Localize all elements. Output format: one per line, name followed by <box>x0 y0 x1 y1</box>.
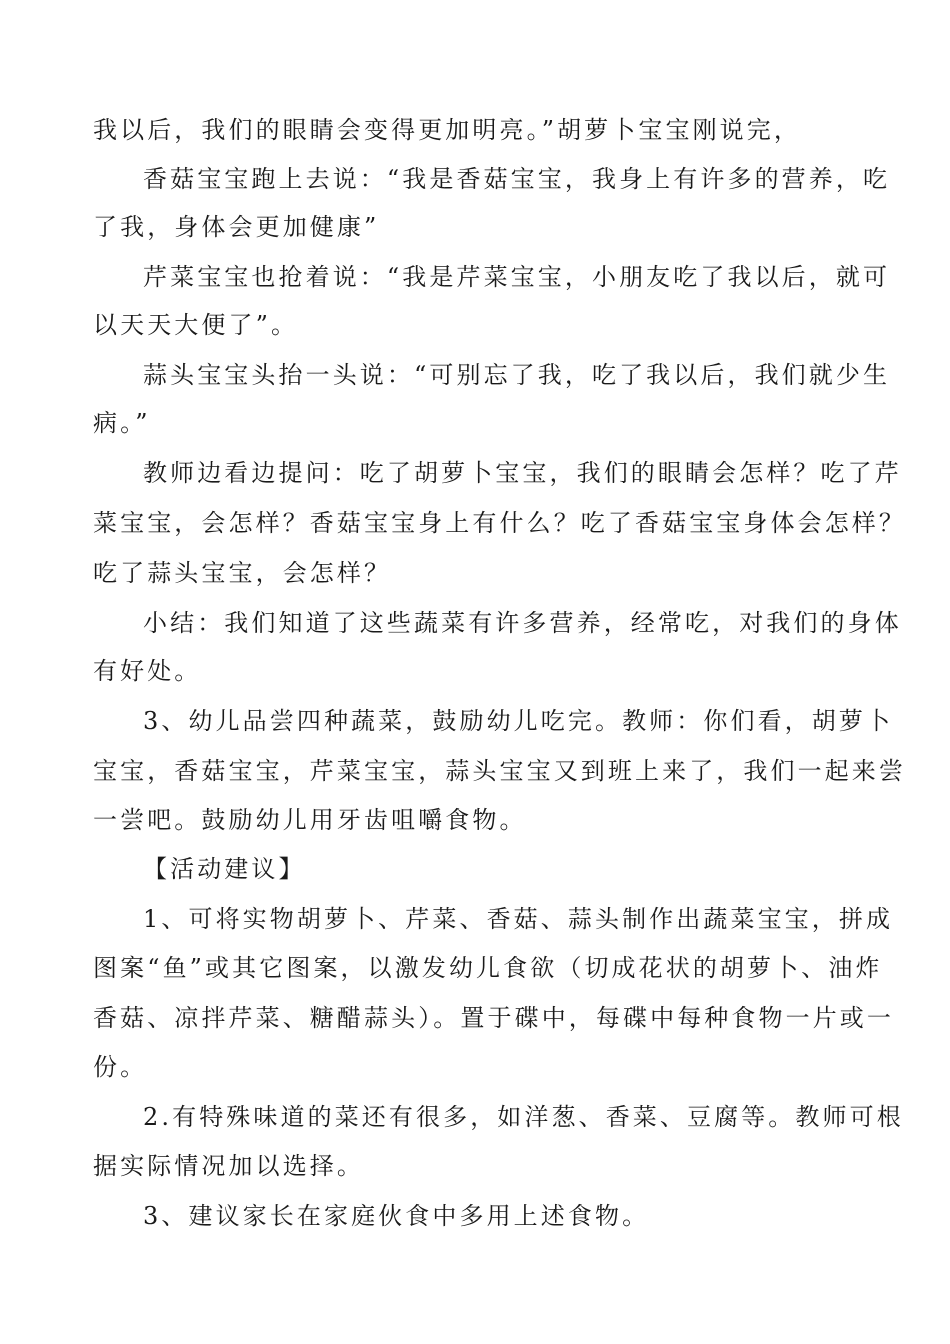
text-line: 以天天大便了”。 <box>93 311 299 339</box>
text-line: 3、建议家长在家庭伙食中多用上述食物。 <box>143 1202 650 1230</box>
text-line: 香菇、凉拌芹菜、糖醋蒜头）。置于碟中，每碟中每种食物一片或一 <box>93 1004 894 1032</box>
text-line: 菜宝宝，会怎样？香菇宝宝身上有什么？吃了香菇宝宝身体会怎样？ <box>93 509 906 537</box>
text-line: 小结：我们知道了这些蔬菜有许多营养，经常吃，对我们的身体 <box>143 609 902 637</box>
section-heading: 【活动建议】 <box>143 855 306 883</box>
text-line: 3、幼儿品尝四种蔬菜，鼓励幼儿吃完。教师：你们看，胡萝卜 <box>143 707 894 735</box>
text-line: 据实际情况加以选择。 <box>93 1152 364 1180</box>
text-line: 2.有特殊味道的菜还有很多，如洋葱、香菜、豆腐等。教师可根 <box>143 1103 904 1131</box>
text-line: 份。 <box>93 1053 148 1081</box>
text-line: 教师边看边提问：吃了胡萝卜宝宝，我们的眼睛会怎样？吃了芹 <box>143 459 902 487</box>
text-line: 宝宝，香菇宝宝，芹菜宝宝，蒜头宝宝又到班上来了，我们一起来尝 <box>93 757 906 785</box>
text-line: 病。” <box>93 409 151 437</box>
text-line: 1、可将实物胡萝卜、芹菜、香菇、蒜头制作出蔬菜宝宝，拼成 <box>143 905 894 933</box>
text-line: 我以后，我们的眼睛会变得更加明亮。”胡萝卜宝宝刚说完， <box>93 116 801 144</box>
text-line: 香菇宝宝跑上去说：“我是香菇宝宝，我身上有许多的营养，吃 <box>143 165 891 193</box>
text-line: 吃了蒜头宝宝，会怎样？ <box>93 559 392 587</box>
text-line: 蒜头宝宝头抬一头说：“可别忘了我，吃了我以后，我们就少生 <box>143 361 891 389</box>
text-line: 了我，身体会更加健康” <box>93 213 380 241</box>
text-line: 有好处。 <box>93 657 202 685</box>
text-line: 图案“鱼”或其它图案，以激发幼儿食欲（切成花状的胡萝卜、油炸 <box>93 954 883 982</box>
text-line: 芹菜宝宝也抢着说：“我是芹菜宝宝，小朋友吃了我以后，就可 <box>143 263 891 291</box>
text-line: 一尝吧。鼓励幼儿用牙齿咀嚼食物。 <box>93 806 527 834</box>
